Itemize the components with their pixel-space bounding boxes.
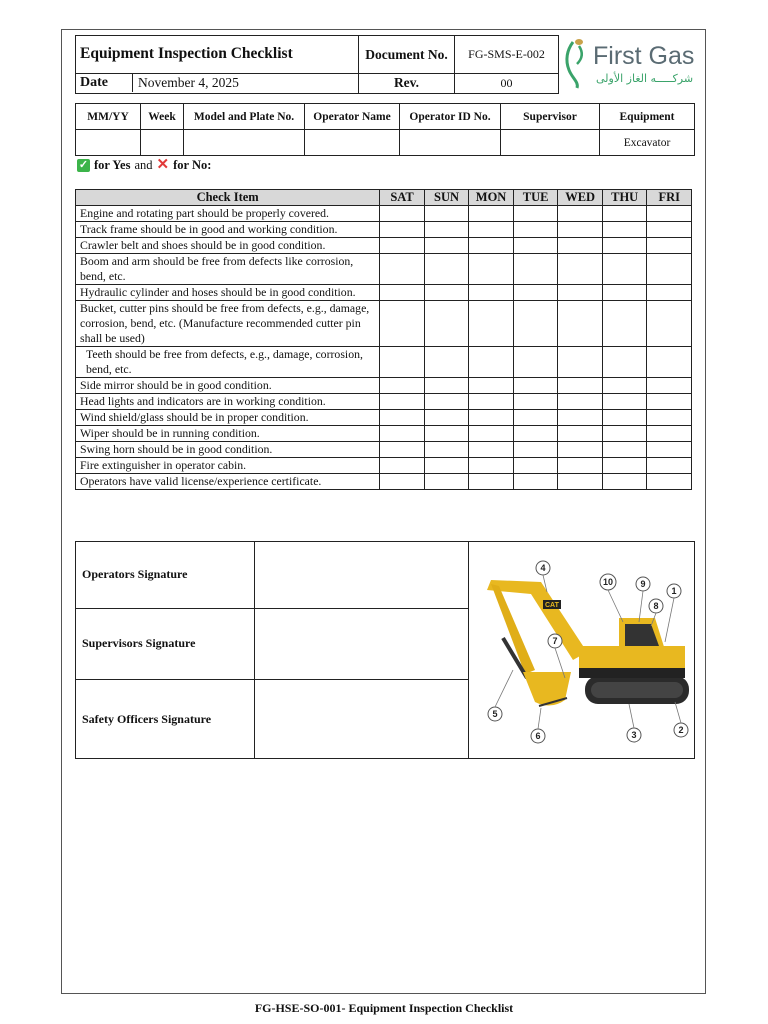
- check-cell-wed[interactable]: [558, 238, 603, 254]
- check-cell-sun[interactable]: [424, 222, 469, 238]
- date-row: [76, 73, 359, 93]
- check-cell-fri[interactable]: [647, 222, 692, 238]
- check-cell-wed[interactable]: [558, 378, 603, 394]
- check-cell-thu[interactable]: [602, 222, 647, 238]
- check-cell-mon[interactable]: [469, 254, 514, 285]
- check-cell-thu[interactable]: [602, 378, 647, 394]
- check-cell-sat[interactable]: [380, 347, 425, 378]
- check-cell-sat[interactable]: [380, 222, 425, 238]
- check-cell-fri[interactable]: [647, 394, 692, 410]
- document-title: Equipment Inspection Checklist: [76, 36, 359, 74]
- check-cell-tue[interactable]: [513, 238, 558, 254]
- check-cell-mon[interactable]: [469, 347, 514, 378]
- check-item-text: Swing horn should be in good condition.: [76, 442, 380, 458]
- checklist-row: [76, 347, 692, 378]
- equipment-info-table: [75, 103, 695, 156]
- check-cell-tue[interactable]: [513, 378, 558, 394]
- check-cell-sat[interactable]: [380, 410, 425, 426]
- inspection-checklist-table: [75, 189, 692, 490]
- check-item-header: Check Item: [76, 190, 380, 206]
- check-cell-thu[interactable]: [602, 285, 647, 301]
- check-cell-tue[interactable]: [513, 442, 558, 458]
- check-cell-sun[interactable]: [424, 426, 469, 442]
- check-cell-sun[interactable]: [424, 410, 469, 426]
- check-cell-mon[interactable]: [469, 394, 514, 410]
- check-cell-sun[interactable]: [424, 394, 469, 410]
- check-cell-mon[interactable]: [469, 458, 514, 474]
- check-cell-tue[interactable]: [513, 206, 558, 222]
- logo-text: First Gas: [593, 41, 695, 70]
- check-cell-tue[interactable]: [513, 458, 558, 474]
- checklist-row: [76, 378, 692, 394]
- callout-4: 4: [540, 563, 546, 573]
- check-item-text: Crawler belt and shoes should be in good condition.: [76, 238, 380, 254]
- check-cell-fri[interactable]: [647, 347, 692, 378]
- check-cell-mon[interactable]: [469, 410, 514, 426]
- check-cell-tue[interactable]: [513, 410, 558, 426]
- callout-3: 3: [631, 730, 637, 740]
- check-item-text: Track frame should be in good and working condition.: [76, 222, 380, 238]
- check-cell-fri[interactable]: [647, 206, 692, 222]
- check-cell-thu[interactable]: [602, 410, 647, 426]
- check-cell-thu[interactable]: [602, 301, 647, 347]
- check-item-text: Wind shield/glass should be in proper condition.: [76, 410, 380, 426]
- operator-signature-label: Operators Signature: [76, 542, 255, 609]
- check-cell-fri[interactable]: [647, 301, 692, 347]
- first-gas-logo: [559, 36, 701, 90]
- checklist-row: [76, 474, 692, 490]
- revision-label: Rev.: [359, 73, 455, 93]
- check-cell-tue[interactable]: [513, 394, 558, 410]
- checklist-row: [76, 410, 692, 426]
- check-cell-sat[interactable]: [380, 301, 425, 347]
- check-item-text: Head lights and indicators are in working condition.: [76, 394, 380, 410]
- info-header-week: Week: [141, 104, 184, 130]
- check-cell-sat[interactable]: [380, 378, 425, 394]
- callout-6: 6: [535, 731, 541, 741]
- revision-value: 00: [455, 73, 559, 93]
- check-cell-sat[interactable]: [380, 426, 425, 442]
- check-cell-mon[interactable]: [469, 378, 514, 394]
- check-cell-thu[interactable]: [602, 206, 647, 222]
- check-cell-sun[interactable]: [424, 474, 469, 490]
- check-cell-sat[interactable]: [380, 238, 425, 254]
- check-item-text: Side mirror should be in good condition.: [76, 378, 380, 394]
- check-cell-sat[interactable]: [380, 206, 425, 222]
- check-cell-tue[interactable]: [513, 474, 558, 490]
- check-cell-sat[interactable]: [380, 458, 425, 474]
- check-cell-tue[interactable]: [513, 426, 558, 442]
- info-header-operator-name: Operator Name: [305, 104, 400, 130]
- safety-officer-signature-field[interactable]: [255, 680, 469, 759]
- check-cell-mon[interactable]: [469, 285, 514, 301]
- day-header-sun: SUN: [424, 190, 469, 206]
- check-cell-sat[interactable]: [380, 474, 425, 490]
- info-header-operator-id: Operator ID No.: [400, 104, 501, 130]
- checklist-row: [76, 458, 692, 474]
- check-cell-sun[interactable]: [424, 238, 469, 254]
- day-header-wed: WED: [558, 190, 603, 206]
- check-cell-thu[interactable]: [602, 347, 647, 378]
- check-cell-thu[interactable]: [602, 442, 647, 458]
- info-header-supervisor: Supervisor: [501, 104, 600, 130]
- svg-text:CAT: CAT: [545, 602, 559, 609]
- check-cell-wed[interactable]: [558, 410, 603, 426]
- info-supervisor-field[interactable]: [501, 130, 600, 156]
- check-cell-mon[interactable]: [469, 222, 514, 238]
- check-cell-wed[interactable]: [558, 442, 603, 458]
- check-cell-tue[interactable]: [513, 254, 558, 285]
- check-cell-tue[interactable]: [513, 301, 558, 347]
- check-cell-fri[interactable]: [647, 378, 692, 394]
- check-cell-fri[interactable]: [647, 410, 692, 426]
- check-cell-wed[interactable]: [558, 254, 603, 285]
- check-cell-sat[interactable]: [380, 442, 425, 458]
- legend-and-text: and: [134, 158, 153, 172]
- checklist-row: [76, 301, 692, 347]
- check-cell-sun[interactable]: [424, 458, 469, 474]
- check-cell-thu[interactable]: [602, 254, 647, 285]
- date-value: November 4, 2025: [138, 75, 239, 91]
- check-cell-sun[interactable]: [424, 442, 469, 458]
- legend: [77, 158, 211, 173]
- check-cell-mon[interactable]: [469, 474, 514, 490]
- check-cell-wed[interactable]: [558, 222, 603, 238]
- company-logo: [559, 36, 703, 94]
- check-cell-thu[interactable]: [602, 394, 647, 410]
- signature-table: [75, 541, 695, 759]
- check-cell-sun[interactable]: [424, 378, 469, 394]
- check-cell-fri[interactable]: [647, 285, 692, 301]
- info-week-field[interactable]: [141, 130, 184, 156]
- check-cell-fri[interactable]: [647, 238, 692, 254]
- info-header-mmyy: MM/YY: [76, 104, 141, 130]
- check-item-text: Boom and arm should be free from defects like corrosion, bend, etc.: [76, 254, 380, 285]
- day-header-tue: TUE: [513, 190, 558, 206]
- check-cell-sat[interactable]: [380, 394, 425, 410]
- check-cell-fri[interactable]: [647, 254, 692, 285]
- check-cell-wed[interactable]: [558, 474, 603, 490]
- page-footer: FG-HSE-SO-001- Equipment Inspection Checklist: [254, 1001, 514, 1015]
- check-cell-tue[interactable]: [513, 347, 558, 378]
- date-label: Date: [76, 74, 133, 92]
- info-model-plate-field[interactable]: [184, 130, 305, 156]
- checklist-row: [76, 426, 692, 442]
- check-cell-tue[interactable]: [513, 285, 558, 301]
- callout-8: 8: [653, 601, 659, 611]
- document-number-value: FG-SMS-E-002: [455, 36, 559, 74]
- cross-mark-icon: ✕: [156, 157, 170, 173]
- check-cell-wed[interactable]: [558, 426, 603, 442]
- check-cell-wed[interactable]: [558, 301, 603, 347]
- legend-yes-text: for Yes: [94, 158, 131, 172]
- check-item-text: Engine and rotating part should be properly covered.: [76, 206, 380, 222]
- check-cell-mon[interactable]: [469, 238, 514, 254]
- info-operator-id-field[interactable]: [400, 130, 501, 156]
- safety-officer-signature-label: Safety Officers Signature: [76, 680, 255, 759]
- info-equipment-field[interactable]: Excavator: [600, 130, 695, 156]
- document-number-label: Document No.: [359, 36, 455, 74]
- checklist-row: [76, 394, 692, 410]
- check-cell-mon[interactable]: [469, 442, 514, 458]
- check-cell-fri[interactable]: [647, 474, 692, 490]
- callout-9: 9: [640, 579, 646, 589]
- check-item-text: Bucket, cutter pins should be free from defects, e.g., damage, corrosion, bend, etc. (Manufacture recommended cutter pin shall be used): [76, 301, 380, 347]
- check-cell-fri[interactable]: [647, 458, 692, 474]
- check-cell-tue[interactable]: [513, 222, 558, 238]
- check-cell-wed[interactable]: [558, 347, 603, 378]
- excavator-diagram: [469, 542, 693, 754]
- check-cell-sun[interactable]: [424, 347, 469, 378]
- check-item-text: Fire extinguisher in operator cabin.: [76, 458, 380, 474]
- info-header-model-plate: Model and Plate No.: [184, 104, 305, 130]
- info-operator-name-field[interactable]: [305, 130, 400, 156]
- day-header-thu: THU: [602, 190, 647, 206]
- day-header-fri: FRI: [647, 190, 692, 206]
- check-mark-icon: ✓: [78, 159, 89, 171]
- info-header-equipment: Equipment: [600, 104, 695, 130]
- document-header: [75, 35, 702, 94]
- checklist-row: [76, 222, 692, 238]
- check-cell-thu[interactable]: [602, 474, 647, 490]
- callout-10: 10: [602, 577, 614, 587]
- check-item-text: Teeth should be free from defects, e.g., damage, corrosion, bend, etc.: [76, 347, 380, 378]
- check-cell-mon[interactable]: [469, 206, 514, 222]
- check-cell-mon[interactable]: [469, 426, 514, 442]
- check-item-text: Hydraulic cylinder and hoses should be in good condition.: [76, 285, 380, 301]
- excavator-diagram-cell: [469, 542, 695, 759]
- check-cell-thu[interactable]: [602, 426, 647, 442]
- logo-arabic-text: شركـــــه الغاز الأولى: [596, 71, 694, 85]
- callout-1: 1: [671, 586, 677, 596]
- check-cell-wed[interactable]: [558, 394, 603, 410]
- page-frame: [61, 29, 706, 994]
- check-cell-fri[interactable]: [647, 442, 692, 458]
- check-cell-fri[interactable]: [647, 426, 692, 442]
- check-cell-wed[interactable]: [558, 458, 603, 474]
- supervisor-signature-label: Supervisors Signature: [76, 608, 255, 680]
- callout-2: 2: [678, 725, 684, 735]
- check-cell-wed[interactable]: [558, 206, 603, 222]
- info-mmyy-field[interactable]: [76, 130, 141, 156]
- legend-no-text: for No:: [173, 158, 212, 172]
- checklist-row: [76, 238, 692, 254]
- check-item-text: Wiper should be in running condition.: [76, 426, 380, 442]
- check-item-text: Operators have valid license/experience certificate.: [76, 474, 380, 490]
- check-cell-sun[interactable]: [424, 285, 469, 301]
- supervisor-signature-field[interactable]: [255, 608, 469, 680]
- day-header-mon: MON: [469, 190, 514, 206]
- check-cell-sun[interactable]: [424, 254, 469, 285]
- check-cell-thu[interactable]: [602, 458, 647, 474]
- operator-signature-field[interactable]: [255, 542, 469, 609]
- check-cell-sat[interactable]: [380, 285, 425, 301]
- checklist-row: [76, 442, 692, 458]
- callout-5: 5: [492, 709, 498, 719]
- check-cell-sun[interactable]: [424, 301, 469, 347]
- checklist-row: [76, 254, 692, 285]
- checklist-row: [76, 206, 692, 222]
- check-cell-sun[interactable]: [424, 206, 469, 222]
- callout-7: 7: [552, 636, 558, 646]
- check-cell-wed[interactable]: [558, 285, 603, 301]
- check-cell-mon[interactable]: [469, 301, 514, 347]
- check-cell-thu[interactable]: [602, 238, 647, 254]
- day-header-sat: SAT: [380, 190, 425, 206]
- checklist-row: [76, 285, 692, 301]
- check-cell-sat[interactable]: [380, 254, 425, 285]
